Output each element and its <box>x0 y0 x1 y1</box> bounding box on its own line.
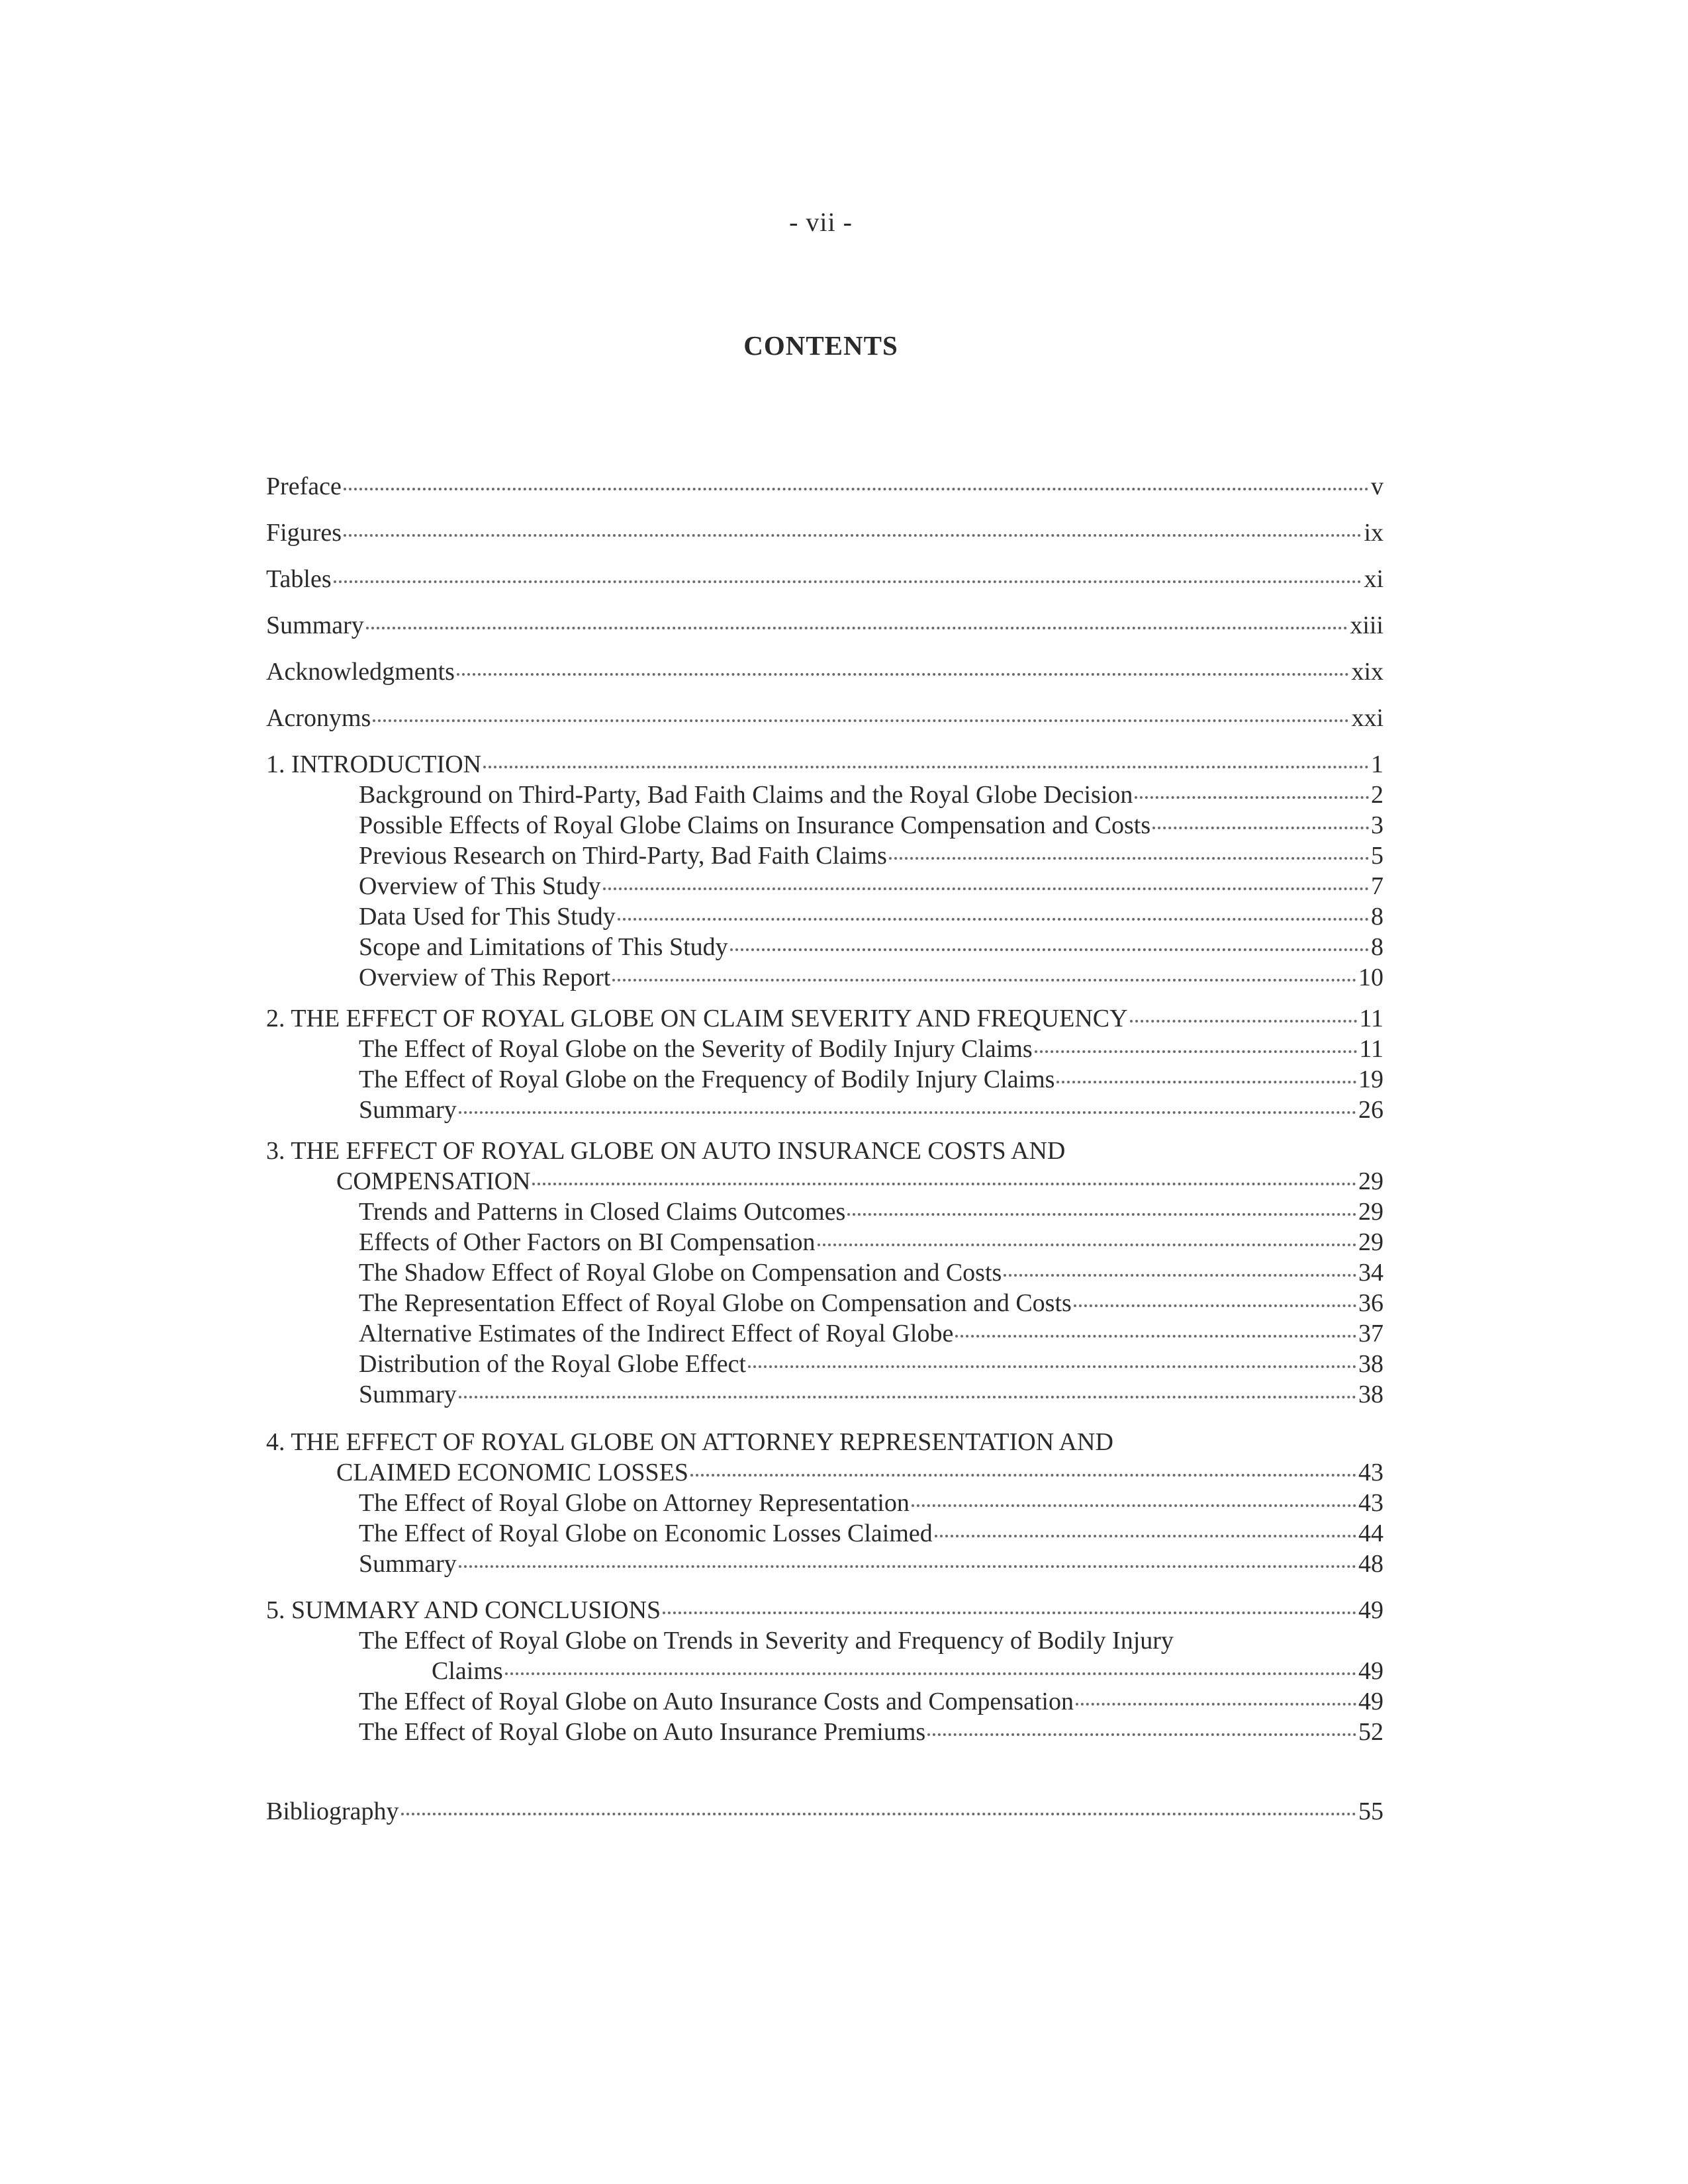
toc-section[interactable] <box>359 1064 1383 1095</box>
toc-entry-page: 38 <box>1358 1350 1383 1378</box>
toc-section[interactable] <box>359 810 1383 841</box>
toc-entry-page: 29 <box>1358 1198 1383 1226</box>
section-title: Effects of Other Factors on BI Compensation <box>359 1228 816 1256</box>
toc-section[interactable] <box>359 1488 1383 1518</box>
toc-section[interactable] <box>432 1656 1383 1686</box>
dot-leader <box>459 1392 1356 1398</box>
dot-leader <box>663 1608 1356 1614</box>
dot-leader <box>1135 792 1369 799</box>
dot-leader <box>618 914 1369 921</box>
dot-leader <box>459 1561 1356 1568</box>
toc-entry-page: 19 <box>1358 1066 1383 1093</box>
toc-entry-page: xiii <box>1350 612 1383 639</box>
page-title: CONTENTS <box>743 330 898 361</box>
dot-leader <box>1056 1077 1356 1083</box>
dot-leader <box>483 762 1369 768</box>
section-title: The Effect of Royal Globe on the Severity of Bodily Injury Claims <box>359 1035 1033 1063</box>
toc-entry-page: 44 <box>1358 1520 1383 1547</box>
toc-section[interactable] <box>359 1318 1383 1349</box>
dot-leader <box>889 853 1369 860</box>
toc-chapter-3[interactable] <box>336 1166 1383 1197</box>
toc-entry-page: 49 <box>1358 1688 1383 1715</box>
toc-section[interactable] <box>359 1686 1383 1717</box>
section-title: Summary <box>359 1096 457 1124</box>
toc-section[interactable] <box>359 1257 1383 1288</box>
dot-leader <box>344 484 1369 490</box>
chapter-title[interactable]: 4. THE EFFECT OF ROYAL GLOBE ON ATTORNEY REPRESENTATION AND <box>266 1428 1113 1456</box>
toc-entry-page: 8 <box>1371 903 1383 931</box>
toc-entry-page: 7 <box>1371 872 1383 900</box>
toc-entry-label: Summary <box>266 612 364 639</box>
chapter-title: 1. INTRODUCTION <box>266 751 482 778</box>
toc-entry-page: 49 <box>1358 1657 1383 1685</box>
section-title: Trends and Patterns in Closed Claims Outcomes <box>359 1198 846 1226</box>
toc-entry-page: 29 <box>1358 1167 1383 1195</box>
toc-entry-page: 8 <box>1371 933 1383 961</box>
dot-leader <box>459 1107 1356 1114</box>
dot-leader <box>748 1361 1356 1368</box>
toc-section[interactable] <box>359 901 1383 932</box>
toc-entry-label: Figures <box>266 519 342 547</box>
toc-entry-page: ix <box>1364 519 1383 547</box>
toc-entry-figures[interactable] <box>266 518 1383 548</box>
dot-leader <box>1152 823 1369 829</box>
toc-section[interactable] <box>359 1717 1383 1747</box>
section-title-continued: Claims <box>432 1657 503 1685</box>
dot-leader <box>1076 1699 1356 1706</box>
dot-leader <box>935 1531 1356 1537</box>
section-title: Data Used for This Study <box>359 903 616 931</box>
toc-entry-summary[interactable] <box>266 610 1383 641</box>
dot-leader <box>690 1470 1356 1477</box>
toc-entry-page: 55 <box>1358 1797 1383 1825</box>
dot-leader <box>505 1668 1356 1675</box>
dot-leader <box>847 1209 1356 1216</box>
dot-leader <box>603 884 1369 890</box>
toc-section[interactable] <box>359 1034 1383 1064</box>
section-title: The Effect of Royal Globe on Auto Insurance Costs and Compensation <box>359 1688 1074 1715</box>
section-title: The Effect of Royal Globe on the Frequency of Bodily Injury Claims <box>359 1066 1055 1093</box>
section-title: The Representation Effect of Royal Globe on Compensation and Costs <box>359 1289 1072 1317</box>
toc-section[interactable] <box>359 1288 1383 1318</box>
section-title: Summary <box>359 1550 457 1578</box>
section-title: Distribution of the Royal Globe Effect <box>359 1350 747 1378</box>
chapter-title[interactable]: 3. THE EFFECT OF ROYAL GLOBE ON AUTO INSURANCE COSTS AND <box>266 1137 1066 1165</box>
section-title: Summary <box>359 1381 457 1408</box>
toc-entry-acknowledgments[interactable] <box>266 657 1383 687</box>
dot-leader <box>334 576 1362 583</box>
chapter-title-continued: CLAIMED ECONOMIC LOSSES <box>336 1459 689 1486</box>
toc-section[interactable] <box>359 1518 1383 1549</box>
section-title: The Effect of Royal Globe on Auto Insurance Premiums <box>359 1718 926 1746</box>
section-title: The Shadow Effect of Royal Globe on Compensation and Costs <box>359 1259 1002 1287</box>
dot-leader <box>344 530 1362 537</box>
dot-leader <box>730 944 1369 951</box>
dot-leader <box>373 715 1349 722</box>
toc-entry-page: 10 <box>1358 964 1383 991</box>
section-title: The Effect of Royal Globe on Attorney Representation <box>359 1489 910 1517</box>
dot-leader <box>532 1179 1356 1185</box>
section-title: Possible Effects of Royal Globe Claims on Insurance Compensation and Costs <box>359 811 1151 839</box>
toc-entry-page: 52 <box>1358 1718 1383 1746</box>
toc-entry-page: v <box>1371 473 1383 500</box>
toc-entry-label: Acronyms <box>266 704 371 732</box>
dot-leader <box>401 1809 1356 1815</box>
toc-entry-tables[interactable] <box>266 564 1383 594</box>
toc-entry-page: 11 <box>1359 1035 1383 1063</box>
dot-leader <box>912 1500 1356 1507</box>
toc-entry-page: 34 <box>1358 1259 1383 1287</box>
chapter-title-continued: COMPENSATION <box>336 1167 531 1195</box>
dot-leader <box>1035 1046 1358 1053</box>
toc-entry-page: 3 <box>1371 811 1383 839</box>
dot-leader <box>1130 1016 1358 1023</box>
section-title: Overview of This Study <box>359 872 601 900</box>
toc-chapter-4[interactable] <box>336 1457 1383 1488</box>
toc-entry-page: xxi <box>1351 704 1383 732</box>
dot-leader <box>366 623 1348 629</box>
page-number: - vii - <box>789 207 853 237</box>
toc-section[interactable] <box>359 1549 1383 1579</box>
toc-entry-page: 37 <box>1358 1320 1383 1347</box>
toc-section[interactable] <box>359 1095 1383 1125</box>
toc-entry-page: 43 <box>1358 1459 1383 1486</box>
section-title: The Effect of Royal Globe on Economic Losses Claimed <box>359 1520 933 1547</box>
dot-leader <box>927 1729 1356 1736</box>
dot-leader <box>1004 1270 1356 1277</box>
chapter-title: 5. SUMMARY AND CONCLUSIONS <box>266 1596 661 1624</box>
section-title: Previous Research on Third-Party, Bad Faith Claims <box>359 842 887 870</box>
toc-chapter-1[interactable] <box>266 749 1383 780</box>
toc-entry-page: 26 <box>1358 1096 1383 1124</box>
toc-section[interactable] <box>359 932 1383 962</box>
toc-section[interactable] <box>359 780 1383 810</box>
toc-entry-page: 49 <box>1358 1596 1383 1624</box>
toc-entry-label: Preface <box>266 473 342 500</box>
dot-leader <box>612 975 1356 981</box>
section-title: Scope and Limitations of This Study <box>359 933 728 961</box>
section-title: Alternative Estimates of the Indirect Effect of Royal Globe <box>359 1320 954 1347</box>
toc-entry-label: Tables <box>266 565 332 593</box>
toc-entry-page: 36 <box>1358 1289 1383 1317</box>
section-title: Overview of This Report <box>359 964 611 991</box>
toc-entry-page: 38 <box>1358 1381 1383 1408</box>
section-title[interactable]: The Effect of Royal Globe on Trends in Severity and Frequency of Bodily Injury <box>359 1627 1174 1655</box>
toc-entry-page: 43 <box>1358 1489 1383 1517</box>
dot-leader <box>457 669 1349 676</box>
toc-entry-page: 5 <box>1371 842 1383 870</box>
toc-section[interactable] <box>359 1197 1383 1227</box>
toc-entry-page: 48 <box>1358 1550 1383 1578</box>
toc-section[interactable] <box>359 962 1383 993</box>
toc-chapter-5[interactable] <box>266 1595 1383 1625</box>
toc-chapter-2[interactable] <box>266 1003 1383 1034</box>
toc-entry-page: 2 <box>1371 781 1383 809</box>
toc-entry-preface[interactable] <box>266 471 1383 502</box>
toc-section[interactable] <box>359 1379 1383 1410</box>
toc-entry-page: xi <box>1364 565 1383 593</box>
dot-leader <box>955 1331 1356 1338</box>
toc-entry-page: 11 <box>1359 1005 1383 1032</box>
dot-leader <box>818 1240 1357 1246</box>
toc-entry-page: 29 <box>1358 1228 1383 1256</box>
toc-section[interactable] <box>359 1349 1383 1379</box>
toc-section[interactable] <box>359 1227 1383 1257</box>
toc-section[interactable] <box>359 871 1383 901</box>
toc-entry-label: Bibliography <box>266 1797 399 1825</box>
toc-entry-page: xix <box>1351 658 1383 686</box>
toc-entry-bibliography[interactable] <box>266 1796 1383 1827</box>
dot-leader <box>1074 1300 1356 1307</box>
toc-entry-acronyms[interactable] <box>266 703 1383 733</box>
chapter-title: 2. THE EFFECT OF ROYAL GLOBE ON CLAIM SEVERITY AND FREQUENCY <box>266 1005 1128 1032</box>
toc-entry-label: Acknowledgments <box>266 658 455 686</box>
toc-entry-page: 1 <box>1371 751 1383 778</box>
section-title: Background on Third-Party, Bad Faith Claims and the Royal Globe Decision <box>359 781 1133 809</box>
toc-section[interactable] <box>359 841 1383 871</box>
